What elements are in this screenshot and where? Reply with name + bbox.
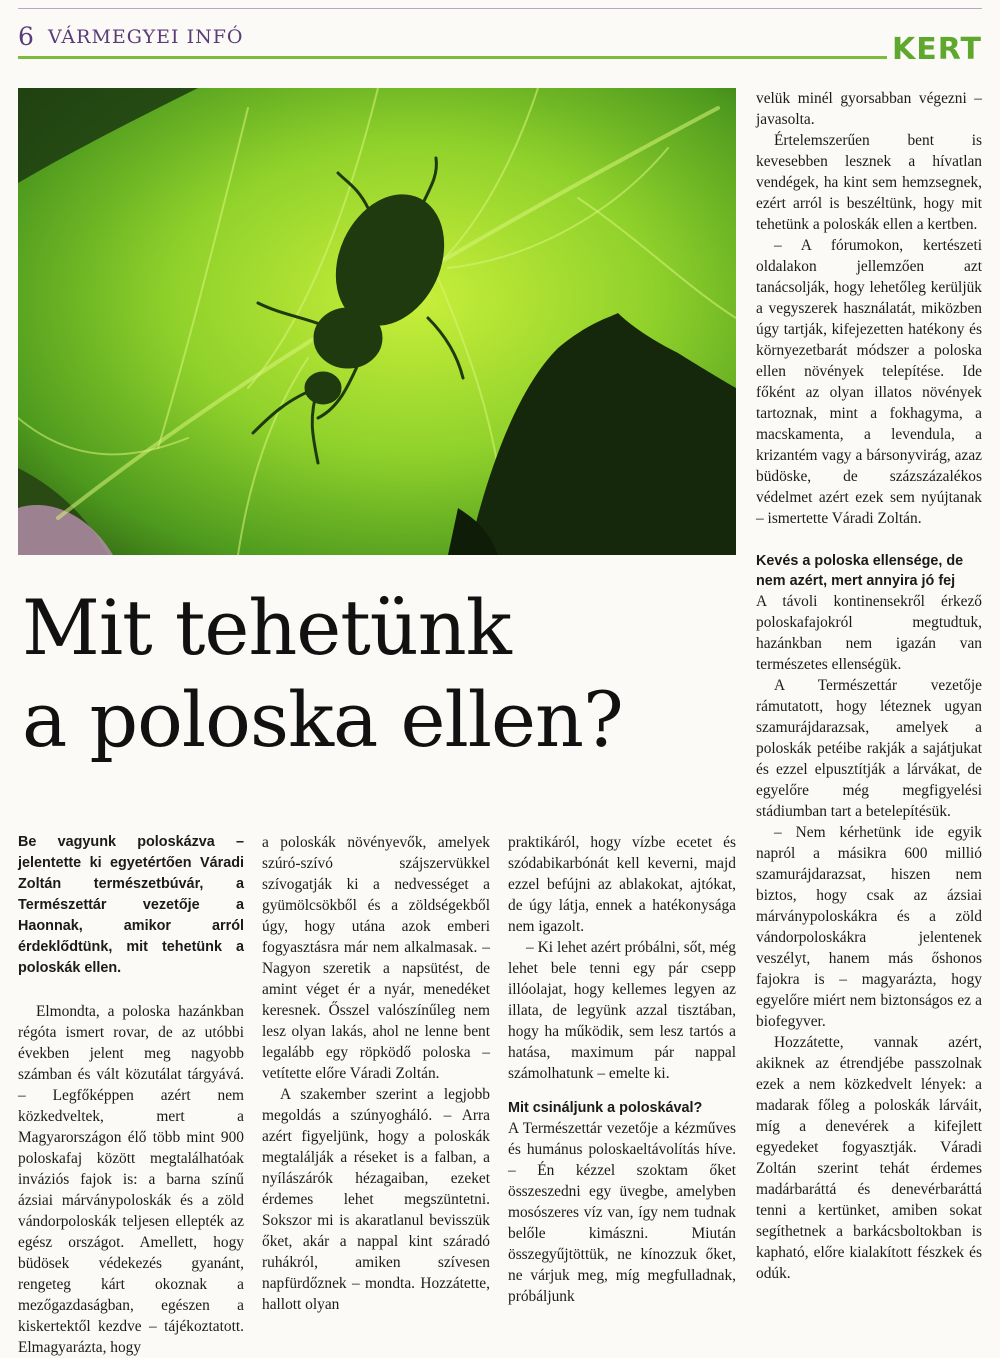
leaf-bug-silhouette-photo (18, 88, 736, 555)
article-column-2 (262, 832, 490, 1315)
subheading: Kevés a poloska ellensége, de nem azért, mert annyira jó fej (756, 553, 964, 589)
article-column-4 (756, 88, 982, 1284)
paragraph: – A fórumokon, kertészeti oldalakon jellemzően azt tanácsolják, hogy lehetőleg kerüljük a vegyszerek használatát, miközben úgy tartják, kifejezetten hatékony és környezetbarát módszer a poloska ellen növények telepítése. Ide főként az olyan illatos növények tartoznak, mint a fokhagyma, a macskamenta, a levendula, a krizantém vagy a bársonyvirág, azaz büdöske, de százszázalékos védelmet azért ezek sem nyújtanak – ismertette Váradi Zoltán. (756, 237, 982, 527)
paragraph: A Természettár vezetője rámutatott, hogy léteznek ugyan szamurájdarazsak, amelyek a poloskák petéibe rakják a sajátjukat és ezzel elpusztítják a lárvákat, de egyelőre még megfigyelési stádiumban tart a betelepítésük. (756, 677, 982, 820)
paragraph: A Természettár vezetője a kézműves és humánus poloskaeltávolítás híve. – Én kézzel szoktam őket összeszedni egy üvegbe, amelyben mosószeres víz van, így nem tudnak belőle kimászni. Miután összegyűjtöttük, ne kínozzuk őket, ne várjuk meg, míg megfulladnak, próbáljunk (508, 1120, 736, 1305)
header-top-rule (18, 8, 982, 9)
paragraph: velük minél gyorsabban végezni – javasolta. (756, 90, 982, 128)
page-header (18, 14, 982, 67)
section-label: KERT (892, 32, 982, 67)
paragraph: Értelemszerűen bent is kevesebben lesznek a hívatlan vendégek, ha kint sem hemzsegnek, ezért arról is beszéltünk, hogy mit tehetünk a poloskák ellen a kertben. (756, 132, 982, 233)
paragraph: – Ki lehet azért próbálni, sőt, még lehet bele tenni egy pár csepp illóolajat, hogy kellemes legyen az illata, de legyünk azzal tisztában, hogy ha működik, sem lesz tartós a hatása, maximum pár nappal számolhatunk – emelte ki. (508, 939, 736, 1082)
paragraph: A távoli kontinensekről érkező poloskafajokról megtudtuk, hazánkban nem igazán van természetes ellenségük. (756, 593, 982, 673)
article-column-3 (508, 832, 736, 1307)
paragraph: praktikáról, hogy vízbe ecetet és szódabikarbónát kell keverni, majd ezzel befújni az ablakokat, ajtókat, de úgy látja, ennek a hatékonysága nem igazolt. (508, 834, 736, 935)
paragraph: Elmondta, a poloska hazánkban régóta ismert rovar, de az utóbbi években jelent meg nagyobb számban és vált közutálat tárgyává. – Legfőképpen azért nem közkedveltek, mert a Magyarországon élő több mint 900 poloskafaj között megtalálhatóak inváziós fajok is: a barna színű ázsiai márványpoloskák és a zöld vándorpoloskák teljesen ellepték az egész országot. Amellett, hogy büdösek védekezés gyanánt, rengeteg kárt okoznak a mezőgazdaságban, egészen a kiskertektől kezdve – tájékoztatott. Elmagyarázta, hogy (18, 1003, 244, 1356)
publication-name: VÁRMEGYEI INFÓ (48, 26, 244, 48)
paragraph: – Nem kérhetünk ide egyik napról a másikra 600 millió szamurájdarazsat, hiszen nem biztos, hogy csak az ázsiai márványpoloskákra és a zöld vándorpoloskákra jelentenek veszélyt, hanem más őshonos fajokra is – magyarázta, hogy egyelőre miért nem biztonságos ez a biofegyver. (756, 824, 982, 1030)
paragraph: A szakember szerint a legjobb megoldás a szúnyogháló. – Arra azért figyeljünk, hogy a poloskák megtalálják a réseket is a falban, a nyílászárók hézagaiban, ezeket érdemes lehet megszüntetni. Sokszor mi is akaratlanul bevisszük őket, akár a nappal kint száradó ruhákról, amiken szívesen napfürdőznek – mondta. Hozzátette, hallott olyan (262, 1086, 490, 1313)
header-rule (18, 56, 887, 59)
page-number: 6 (18, 22, 34, 51)
headline-line-2: a poloska ellen? (22, 675, 623, 764)
article-column-1 (18, 832, 244, 1358)
paragraph: a poloskák növényevők, amelyek szúró-szívó szájszervükkel szívogatják ki a nedvességet a gyümölcsökből és a zöldségekből úgy, hogy utána azok emberi fogyasztásra már nem alkalmasak. – Nagyon szeretik a napsütést, de amint véget ér a nyár, menedéket keresnek. Ősszel valószínűleg nem lesz olyan lakás, ahol ne lenne bent legalább egy röpködő poloska – vetítette előre Váradi Zoltán. (262, 834, 490, 1082)
article-headline (22, 582, 742, 766)
article-lead: Be vagyunk poloskázva – jelentette ki egyetértően Váradi Zoltán természetbúvár, a Természettár vezetője a Haonnak, amikor arról érdeklődtünk, mit tehetünk a poloskák ellen. (18, 834, 244, 976)
subheading: Mit csináljunk a poloskával? (508, 1100, 703, 1116)
paragraph: Hozzátette, vannak azért, akiknek az étrendjébe passzolnak ezek a nem közkedvelt lények: a madarak főleg a poloskák lárváit, míg a denevérek a kifejlett egyedeket fogyasztják. Váradi Zoltán szerint tehát érdemes madárbaráttá és denevérbaráttá tenni a kertünket, amiben sokat segíthetnek a barkácsboltokban is kapható, előre kialakított fészkek és odúk. (756, 1034, 982, 1282)
headline-line-1: Mit tehetünk (22, 583, 511, 672)
